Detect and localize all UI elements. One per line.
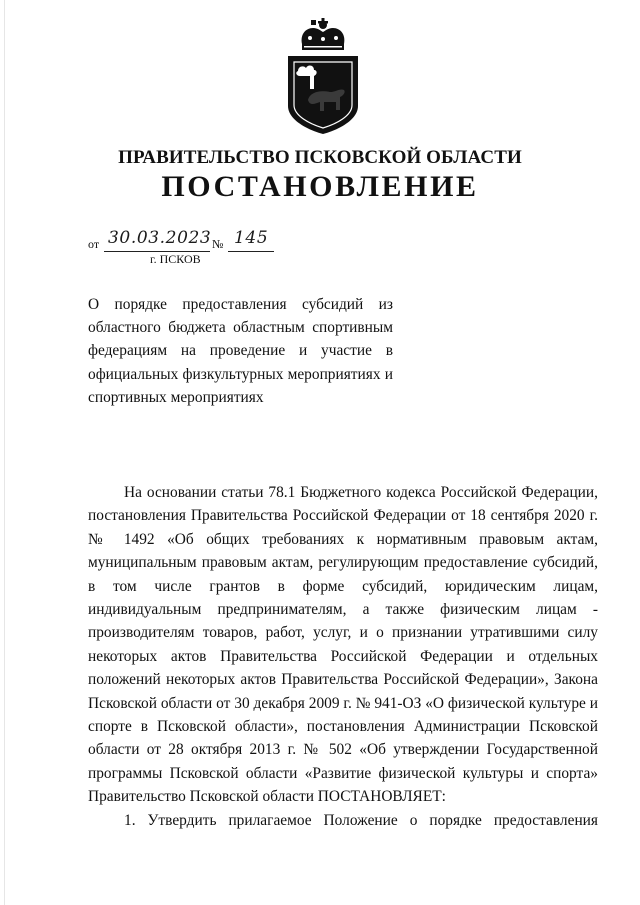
pskov-coat-of-arms-icon bbox=[280, 18, 366, 136]
handwritten-date: 30.03.2023 bbox=[108, 228, 212, 248]
government-title: ПРАВИТЕЛЬСТВО ПСКОВСКОЙ ОБЛАСТИ bbox=[118, 147, 522, 168]
scan-edge bbox=[4, 0, 5, 905]
document-subject: О порядке предоставления субсидий из областного бюджета областным спортивным федерациям на проведение и участие в официальных физкультурных мероприятиях и спортивных мероприятиях bbox=[88, 296, 393, 406]
date-prefix: от bbox=[88, 237, 100, 251]
number-prefix: № bbox=[212, 237, 224, 251]
document-type-title: ПОСТАНОВЛЕНИЕ bbox=[161, 170, 479, 203]
city-label: г. ПСКОВ bbox=[150, 252, 201, 266]
handwritten-number: 145 bbox=[234, 228, 269, 248]
resolution-item-1: 1. Утвердить прилагаемое Положение о порядке предоставления bbox=[124, 811, 598, 829]
number-underline bbox=[228, 251, 274, 252]
document-body bbox=[88, 481, 598, 832]
date-number-line bbox=[88, 228, 288, 254]
preamble-paragraph: На основании статьи 78.1 Бюджетного кодекса Российской Федерации, постановления Правительства Российской Федерации от 18 сентября 2020 г. № 1492 «Об общих требованиях к нормативным правовым актам, муниципальным правовым актам, регулирующим предоставление субсидий, в том числе грантов в форме субсидий, юридическим лицам, индивидуальным предпринимателям, а также физическим лицам - производителям товаров, работ, услуг, и о признании утратившими силу некоторых актов Правительства Российской Федерации и отдельных положений некоторых актов Правительства Российской Федерации», Закона Псковской области от 30 декабря 2009 г. № 941-ОЗ «О физической культуре и спорте в Псковской области», постановления Администрации Псковской области от 28 октября 2013 г. № 502 «Об утверждении Государственной программы Псковской области «Развитие физической культуры и спорта» Правительство Псковской области ПОСТАНОВЛЯЕТ: bbox=[88, 484, 598, 806]
